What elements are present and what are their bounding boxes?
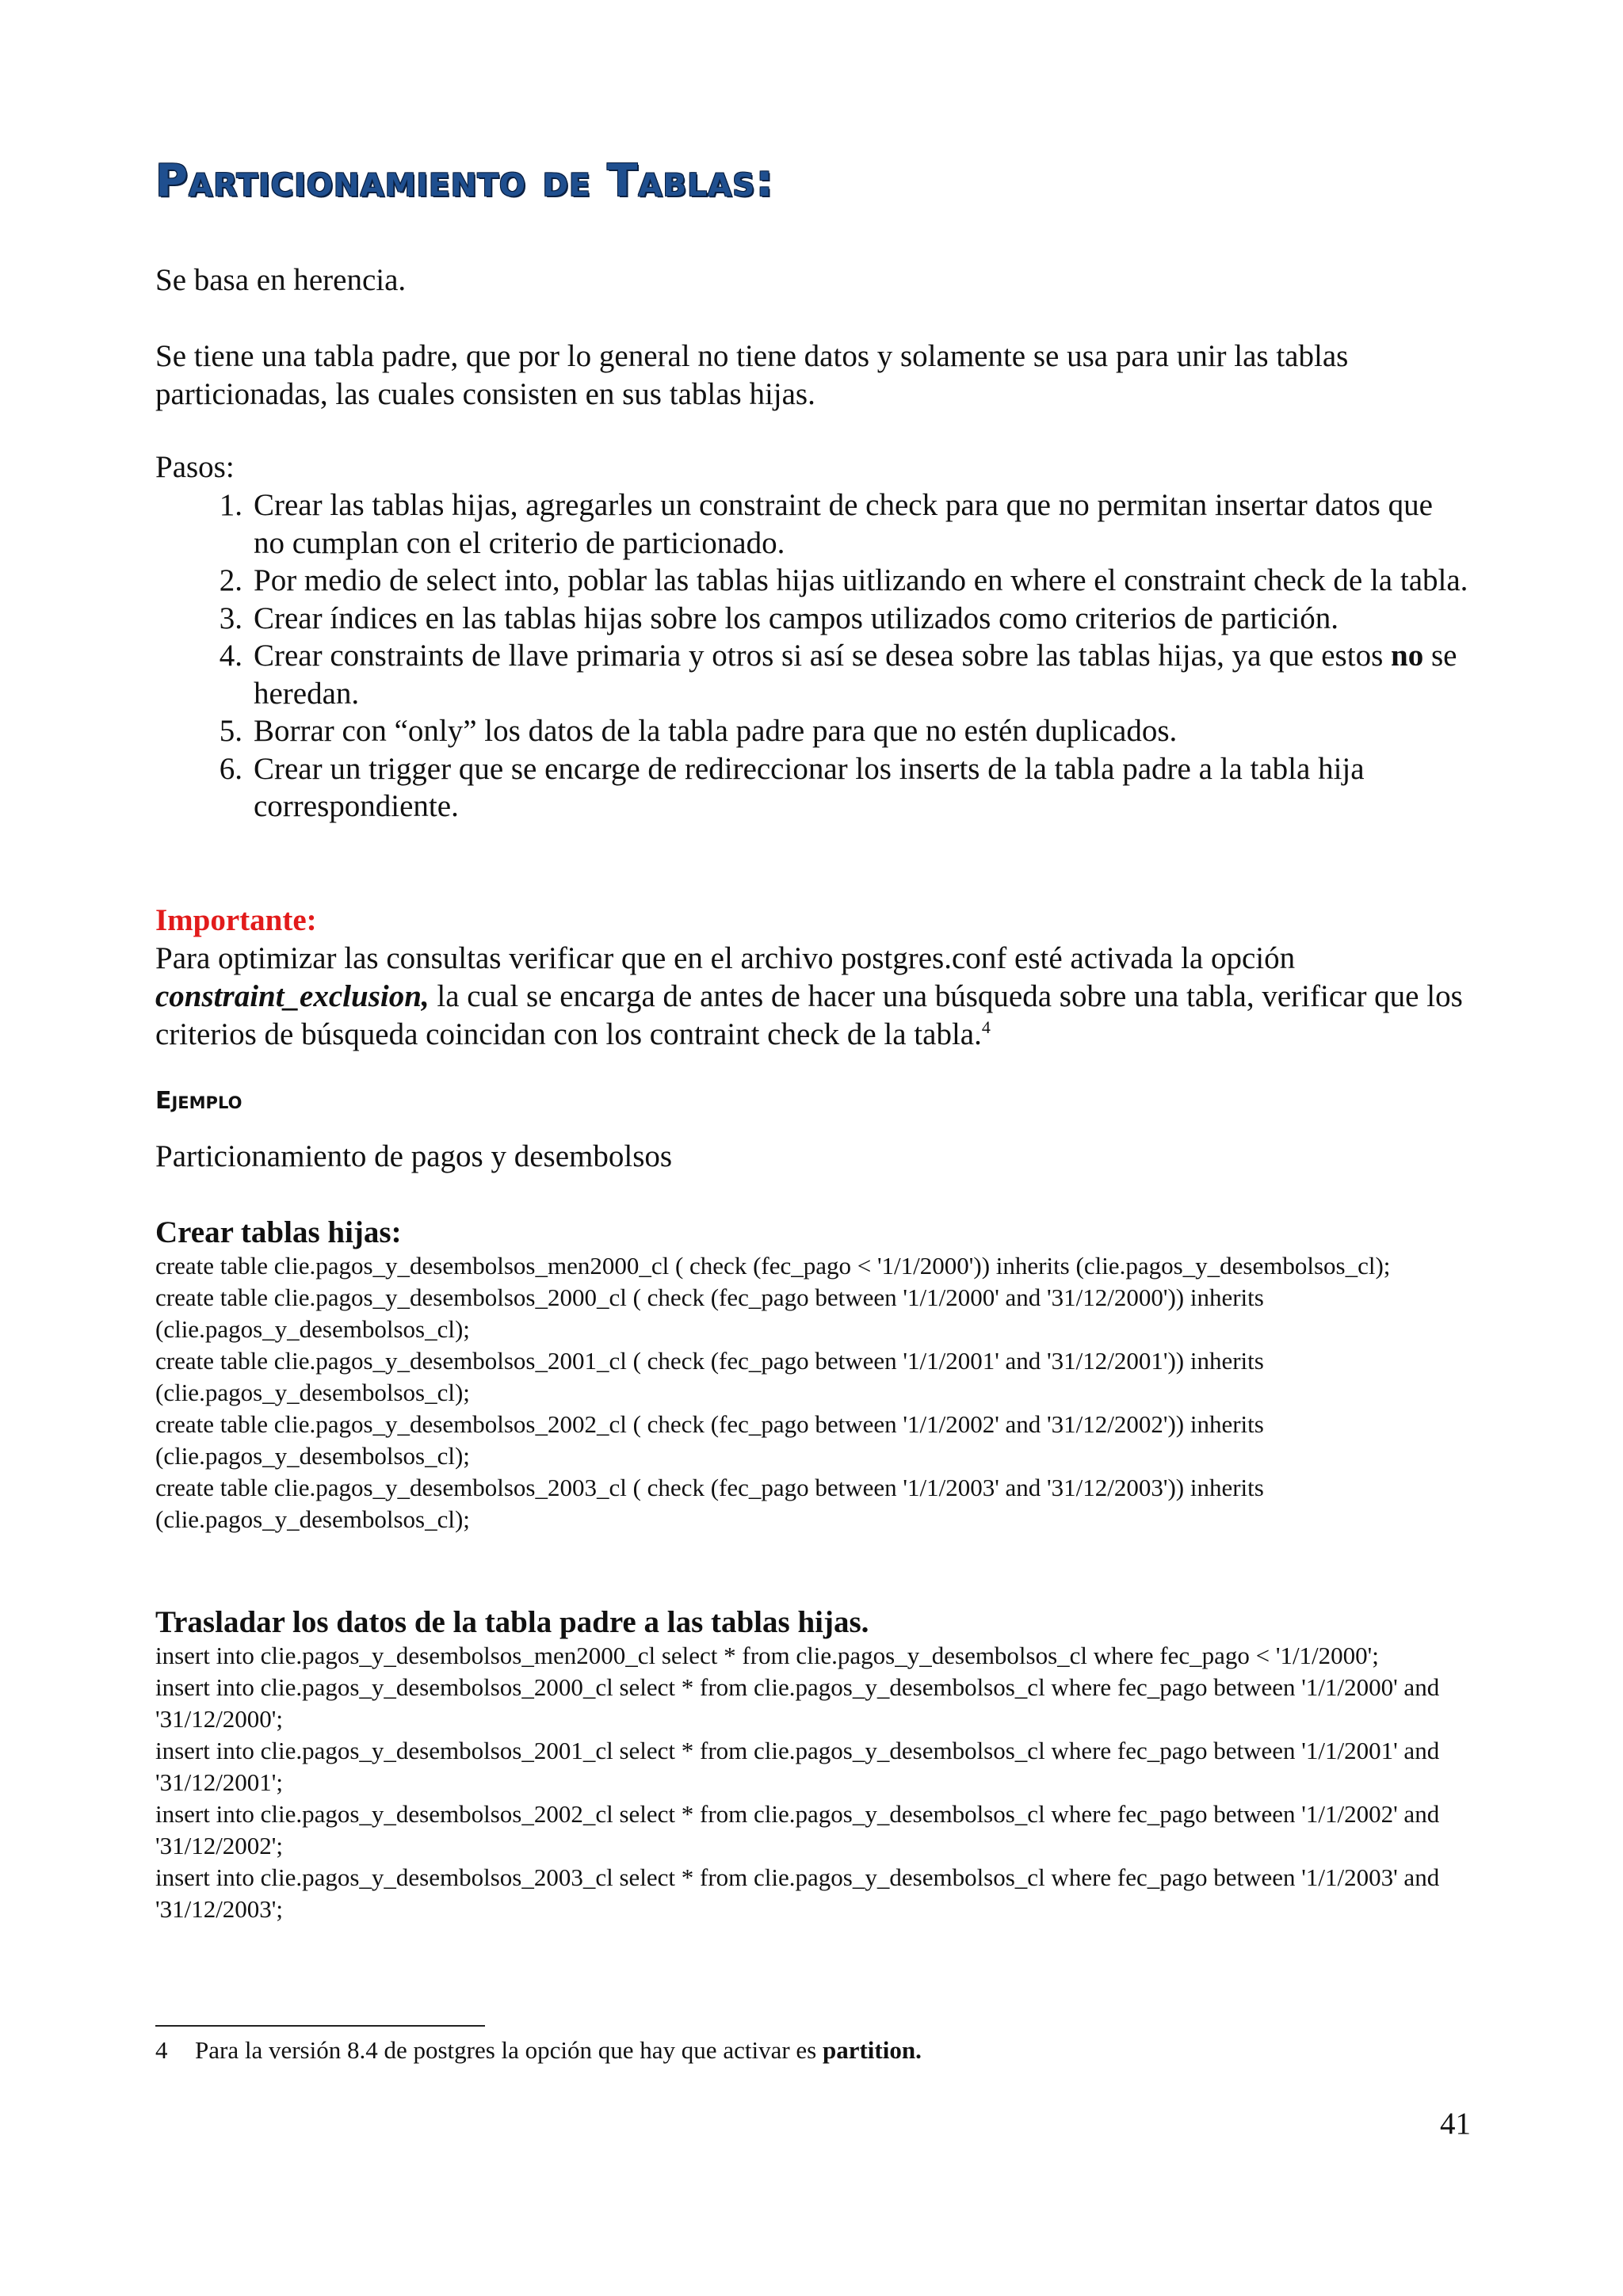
create-statements [155,1250,1471,1535]
description-paragraph: Se tiene una tabla padre, que por lo general no tiene datos y solamente se usa para unir las tablas particionadas, las cuales consisten en sus tablas hijas. [155,339,1349,411]
step-text: Crear las tablas hijas, agregarles un constraint de check para que no permitan insertar datos que no cumplan con el criterio de particionado. [254,488,1433,560]
page-number: 41 [1440,2107,1471,2141]
document-page [155,0,1471,2296]
list-item [155,486,1471,562]
step-number: 5. [219,714,242,748]
code-line: create table clie.pagos_y_desembolsos_2001_cl ( check (fec_pago between '1/1/2001' and '31/12/2001')) inherits (clie.pagos_y_desembolsos_cl); [155,1347,1264,1406]
footnote [155,2035,922,2066]
list-item [155,637,1471,712]
code-line: insert into clie.pagos_y_desembolsos_2002_cl select * from clie.pagos_y_desembolsos_cl where fec_pago between '1/1/2002' and '31/12/2002'; [155,1800,1440,1859]
footnote-emphasis: partition. [822,2036,922,2064]
important-label: Importante: [155,903,317,937]
step-text: Borrar con “only” los datos de la tabla padre para que no estén duplicados. [254,714,1178,748]
code-line: insert into clie.pagos_y_desembolsos_2000_cl select * from clie.pagos_y_desembolsos_cl where fec_pago between '1/1/2000' and '31/12/2000'; [155,1673,1440,1733]
step-text: Crear índices en las tablas hijas sobre los campos utilizados como criterios de partición. [254,601,1338,635]
footnote-divider [155,2025,485,2027]
code-line: create table clie.pagos_y_desembolsos_2003_cl ( check (fec_pago between '1/1/2003' and '31/12/2003')) inherits (clie.pagos_y_desembolsos_cl); [155,1474,1264,1533]
code-line: create table clie.pagos_y_desembolsos_2000_cl ( check (fec_pago between '1/1/2000' and '31/12/2000')) inherits (clie.pagos_y_desembolsos_cl); [155,1283,1264,1343]
footnote-ref[interactable]: 4 [981,1017,991,1037]
step-number: 1. [219,488,242,522]
code-line: insert into clie.pagos_y_desembolsos_2003_cl select * from clie.pagos_y_desembolsos_cl where fec_pago between '1/1/2003' and '31/12/2003'; [155,1863,1440,1923]
option-name: constraint_exclusion, [155,979,430,1013]
code-line: insert into clie.pagos_y_desembolsos_2001_cl select * from clie.pagos_y_desembolsos_cl where fec_pago between '1/1/2001' and '31/12/2001'; [155,1737,1440,1796]
insert-statements [155,1640,1471,1925]
step-text: Crear constraints de llave primaria y otros si así se desea sobre las tablas hijas, ya que estos [254,639,1392,673]
steps-list [155,486,1471,826]
step-number: 6. [219,751,242,786]
steps-label: Pasos: [155,450,235,484]
example-subtitle: Particionamiento de pagos y desembolsos [155,1139,673,1173]
example-heading: Ejemplo [155,1087,242,1115]
step-number: 2. [219,563,242,597]
important-text: Para optimizar las consultas verificar que en el archivo postgres.conf esté activada la opción [155,941,1296,975]
code-line: create table clie.pagos_y_desembolsos_men2000_cl ( check (fec_pago < '1/1/2000')) inherits (clie.pagos_y_desembolsos_cl); [155,1252,1391,1280]
list-item [155,562,1471,600]
step-emphasis: no [1391,639,1424,673]
code-line: create table clie.pagos_y_desembolsos_2002_cl ( check (fec_pago between '1/1/2002' and '31/12/2002')) inherits (clie.pagos_y_desembolsos_cl); [155,1410,1264,1470]
list-item [155,750,1471,826]
footnote-text: Para la versión 8.4 de postgres la opción que hay que activar es [195,2036,823,2064]
intro-paragraph: Se basa en herencia. [155,263,407,297]
step-text-end: se heredan. [254,639,1457,711]
step-number: 4. [219,639,242,673]
transfer-heading: Trasladar los datos de la tabla padre a las tablas hijas. [155,1605,869,1639]
step-text: Crear un trigger que se encarge de redireccionar los inserts de la tabla padre a la tabla hija correspondiente. [254,751,1365,823]
important-text-end: la cual se encarga de antes de hacer una búsqueda sobre una tabla, verificar que los criterios de búsqueda coincidan con los contraint check de la tabla. [155,979,1463,1051]
step-text: Por medio de select into, poblar las tablas hijas uitlizando en where el constraint check de la tabla. [254,563,1468,597]
create-heading: Crear tablas hijas: [155,1215,402,1249]
list-item [155,712,1471,750]
list-item [155,600,1471,638]
important-paragraph [155,940,1471,1054]
page-title: Particionamiento de Tablas: [155,155,774,207]
footnote-number: 4 [155,2036,168,2064]
step-number: 3. [219,601,242,635]
code-line: insert into clie.pagos_y_desembolsos_men2000_cl select * from clie.pagos_y_desembolsos_cl where fec_pago < '1/1/2000'; [155,1642,1379,1669]
